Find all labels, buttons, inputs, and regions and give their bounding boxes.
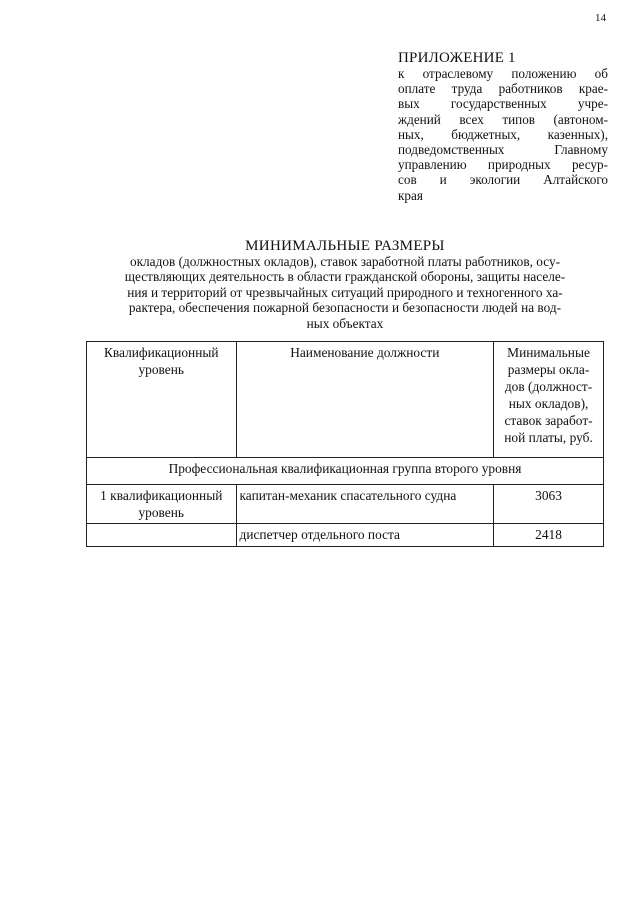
header-text-line: ной платы, руб. <box>504 430 593 445</box>
cell-position-name: диспетчер отдельного поста <box>236 524 494 547</box>
appendix-line: к отраслевому положению об <box>398 66 608 81</box>
header-text-line: ставок заработ- <box>504 413 593 428</box>
document-heading <box>86 238 604 331</box>
header-position-name <box>236 342 494 458</box>
header-text-line: ных окладов), <box>508 396 589 411</box>
appendix-line: управлению природных ресур- <box>398 157 608 173</box>
group-title: Профессиональная квалификационная группа второго уровня <box>87 458 604 485</box>
header-text-line: дов (должност- <box>504 379 593 394</box>
heading-line: ния и территорий от чрезвычайных ситуаций природного и техногенного ха- <box>127 284 563 300</box>
appendix-line: края <box>398 187 423 203</box>
heading-line: ществляющих деятельность в области гражданской обороны, защиты населе- <box>124 269 566 285</box>
heading-line: рактера, обеспечения пожарной безопасности и безопасности людей на вод- <box>128 300 562 316</box>
table-header-row <box>87 342 604 458</box>
header-qualification-level <box>87 342 237 458</box>
cell-text-line: 1 квалификационный <box>100 488 223 503</box>
table-row <box>87 485 604 524</box>
heading-line: ных объектах <box>306 315 384 331</box>
appendix-line: оплате труда работников крае- <box>398 81 608 97</box>
appendix-line: сов и экологии Алтайского <box>398 172 608 188</box>
cell-qualification-level <box>87 485 237 524</box>
appendix-line: ных, бюджетных, казенных), <box>398 126 608 142</box>
cell-qualification-level <box>87 524 237 547</box>
salary-table <box>86 341 604 547</box>
page-number: 14 <box>595 12 606 24</box>
appendix-title: ПРИЛОЖЕНИЕ 1 <box>398 50 516 66</box>
header-text-line: Минимальные <box>507 345 590 360</box>
header-text-line: Наименование должности <box>290 345 440 360</box>
table-group-row <box>87 458 604 485</box>
header-minimum-salary <box>494 342 604 458</box>
cell-minimum-salary: 3063 <box>494 485 604 524</box>
cell-text-line: уровень <box>138 505 185 520</box>
appendix-line: подведомственных Главному <box>398 142 608 158</box>
appendix-line: вых государственных учре- <box>398 96 608 112</box>
header-text-line: Квалификационный <box>103 345 219 360</box>
appendix-line: ждений всех типов (автоном- <box>398 111 608 127</box>
heading-title: МИНИМАЛЬНЫЕ РАЗМЕРЫ <box>245 238 445 254</box>
header-text-line: размеры окла- <box>507 362 590 377</box>
table-row <box>87 524 604 547</box>
heading-line: окладов (должностных окладов), ставок заработной платы работников, осу- <box>129 254 561 269</box>
cell-minimum-salary: 2418 <box>494 524 604 547</box>
header-text-line: уровень <box>138 362 185 377</box>
appendix-block <box>398 50 608 203</box>
cell-position-name: капитан-механик спасательного судна <box>236 485 494 524</box>
